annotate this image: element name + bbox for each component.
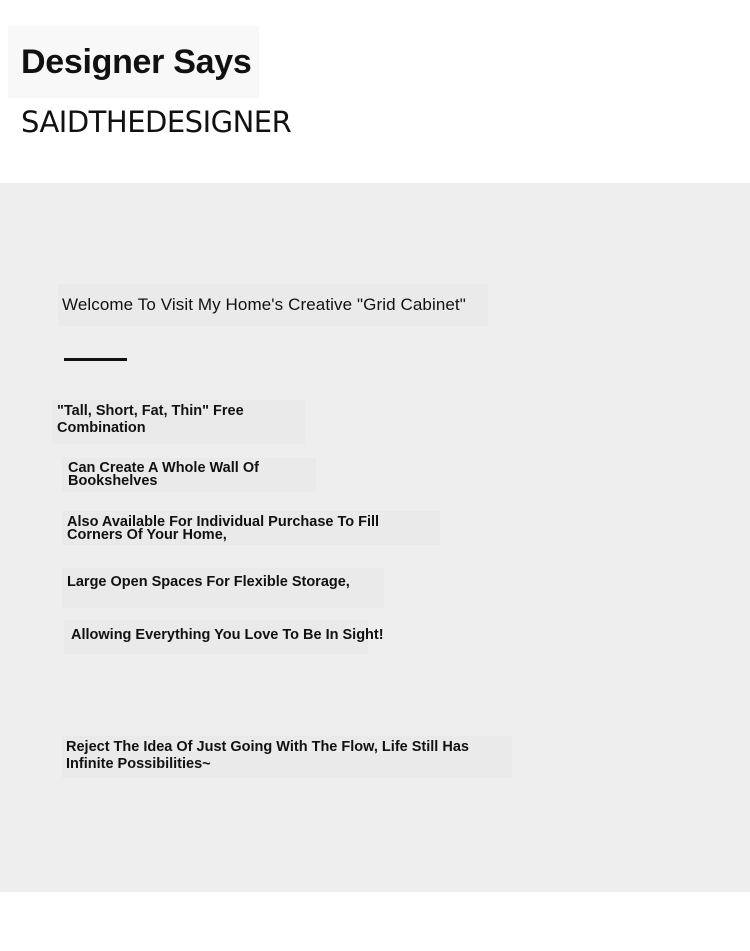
section-heading: Welcome To Visit My Home's Creative "Grid Cabinet" bbox=[62, 295, 466, 314]
feature-line-4: Large Open Spaces For Flexible Storage, bbox=[67, 574, 350, 590]
feature-line-6: Reject The Idea Of Just Going With The Flow, Life Still Has Infinite Possibilities~ bbox=[66, 739, 469, 772]
feature-line-1: "Tall, Short, Fat, Thin" Free Combination bbox=[57, 403, 244, 436]
site-subtitle: SAIDTHEDESIGNER bbox=[21, 105, 292, 139]
feature-line-2: Can Create A Whole Wall Of Bookshelves bbox=[68, 460, 259, 489]
heading-divider bbox=[64, 358, 127, 361]
feature-line-3: Also Available For Individual Purchase To Fill Corners Of Your Home, bbox=[67, 514, 380, 543]
feature-line-5: Allowing Everything You Love To Be In Sight! bbox=[71, 627, 384, 643]
site-title[interactable]: Designer Says bbox=[21, 43, 252, 81]
